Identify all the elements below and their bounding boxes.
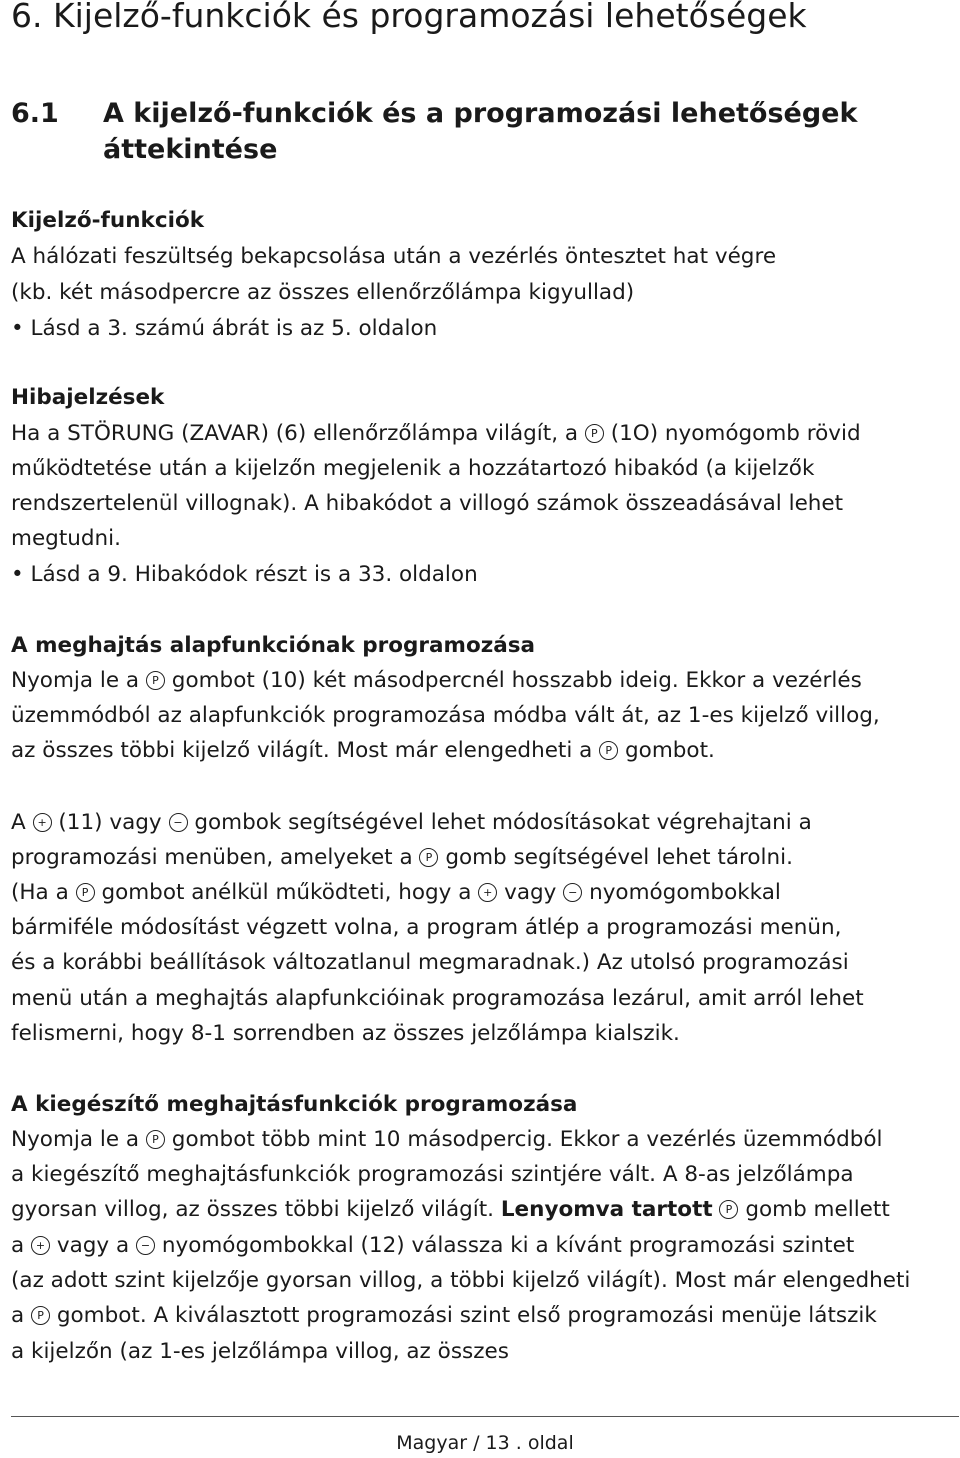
text-span: nyomógombokkal	[589, 880, 781, 905]
paragraph-line: (kb. két másodpercre az összes ellenőrzőlámpa kigyullad)	[11, 280, 635, 305]
p-button-icon: P	[419, 848, 438, 867]
text-span: (1O) nyomógomb rövid	[610, 421, 861, 446]
text-span: Nyomja le a	[11, 1127, 140, 1152]
plus-button-icon: +	[33, 813, 52, 832]
paragraph-line: rendszertelenül villognak). A hibakódot a villogó számok összeadásával lehet	[11, 491, 844, 516]
paragraph-line	[11, 734, 715, 768]
chapter-title: 6. Kijelző-funkciók és programozási lehetőségek	[11, 0, 807, 35]
paragraph-line: (az adott szint kijelzője gyorsan villog, a többi kijelző világít). Most már elengedheti	[11, 1268, 911, 1293]
section-title: A kijelző-funkciók és a programozási lehetőségek áttekintése	[103, 98, 858, 165]
text-span: gomb mellett	[745, 1197, 890, 1222]
bullet-reference: • Lásd a 9. Hibakódok részt is a 33. oldalon	[11, 562, 478, 587]
text-span: gombot több mint 10 másodpercig. Ekkor a vezérlés üzemmódból	[171, 1127, 883, 1152]
plus-button-icon: +	[478, 883, 497, 902]
text-span: gombok segítségével lehet módosításokat végrehajtani a	[194, 810, 812, 835]
p-button-icon: P	[585, 424, 604, 443]
bullet-reference: • Lásd a 3. számú ábrát is az 5. oldalon	[11, 316, 438, 341]
subheading-basic-programming: A meghajtás alapfunkciónak programozása	[11, 633, 536, 658]
text-span: gombot (10) két másodpercnél hosszabb ideig. Ekkor a vezérlés	[171, 668, 862, 693]
text-span: A	[11, 810, 26, 835]
paragraph-line	[11, 1123, 883, 1157]
text-span: vagy	[504, 880, 557, 905]
paragraph-line: a kiegészítő meghajtásfunkciók programozási szintjére vált. A 8-as jelzőlámpa	[11, 1162, 854, 1187]
paragraph-line: üzemmódból az alapfunkciók programozása módba vált át, az 1-es kijelző villog,	[11, 703, 880, 728]
text-span: az összes többi kijelző világít. Most már elengedheti a	[11, 738, 593, 763]
text-span: gomb segítségével lehet tárolni.	[445, 845, 793, 870]
paragraph-line	[11, 876, 781, 910]
paragraph-line: és a korábbi beállítások változatlanul megmaradnak.) Az utolsó programozási	[11, 950, 849, 975]
subheading-display-functions: Kijelző-funkciók	[11, 208, 205, 233]
paragraph-line	[11, 1193, 890, 1227]
paragraph-line	[11, 664, 862, 698]
paragraph-line	[11, 1299, 877, 1333]
paragraph-line: a kijelzőn (az 1-es jelzőlámpa villog, az összes	[11, 1339, 509, 1364]
text-span: (11) vagy	[58, 810, 162, 835]
paragraph-line	[11, 417, 861, 451]
paragraph-line: felismerni, hogy 8-1 sorrendben az összes jelzőlámpa kialszik.	[11, 1021, 680, 1046]
p-button-icon: P	[76, 883, 95, 902]
text-span: Ha a STÖRUNG (ZAVAR) (6) ellenőrzőlámpa világít, a	[11, 421, 579, 446]
paragraph-line	[11, 1229, 854, 1263]
text-span: a	[11, 1233, 25, 1258]
p-button-icon: P	[146, 1130, 165, 1149]
paragraph-line: bármiféle módosítást végzett volna, a program átlép a programozási menün,	[11, 915, 842, 940]
minus-button-icon: −	[136, 1236, 155, 1255]
text-span: gombot.	[625, 738, 715, 763]
emphasis-text: Lenyomva tartott	[500, 1197, 713, 1222]
paragraph-line: A hálózati feszültség bekapcsolása után a vezérlés öntesztet hat végre	[11, 244, 777, 269]
paragraph-line: működtetése után a kijelzőn megjelenik a hozzátartozó hibakód (a kijelzők	[11, 456, 815, 481]
section-number: 6.1	[11, 98, 59, 129]
p-button-icon: P	[146, 671, 165, 690]
p-button-icon: P	[599, 741, 618, 760]
footer-divider	[11, 1416, 959, 1417]
text-span: gombot. A kiválasztott programozási szint első programozási menüje látszik	[56, 1303, 877, 1328]
subheading-error-signals: Hibajelzések	[11, 385, 165, 410]
text-span: vagy a	[56, 1233, 130, 1258]
text-span: gombot anélkül működteti, hogy a	[101, 880, 472, 905]
paragraph-line	[11, 806, 812, 840]
page-footer: Magyar / 13 . oldal	[396, 1432, 574, 1454]
text-span: programozási menüben, amelyeket a	[11, 845, 413, 870]
text-span: Nyomja le a	[11, 668, 140, 693]
p-button-icon: P	[719, 1200, 738, 1219]
paragraph-line: megtudni.	[11, 526, 121, 551]
text-span: gyorsan villog, az összes többi kijelző világít.	[11, 1197, 495, 1222]
p-button-icon: P	[31, 1306, 50, 1325]
text-span: nyomógombokkal (12) válassza ki a kívánt programozási szintet	[161, 1233, 855, 1258]
minus-button-icon: −	[563, 883, 582, 902]
minus-button-icon: −	[169, 813, 188, 832]
plus-button-icon: +	[31, 1236, 50, 1255]
text-span: a	[11, 1303, 25, 1328]
paragraph-line	[11, 841, 793, 875]
subheading-extended-programming: A kiegészítő meghajtásfunkciók programozása	[11, 1092, 578, 1117]
text-span: (Ha a	[11, 880, 69, 905]
paragraph-line: menü után a meghajtás alapfunkcióinak programozása lezárul, amit arról lehet	[11, 986, 864, 1011]
